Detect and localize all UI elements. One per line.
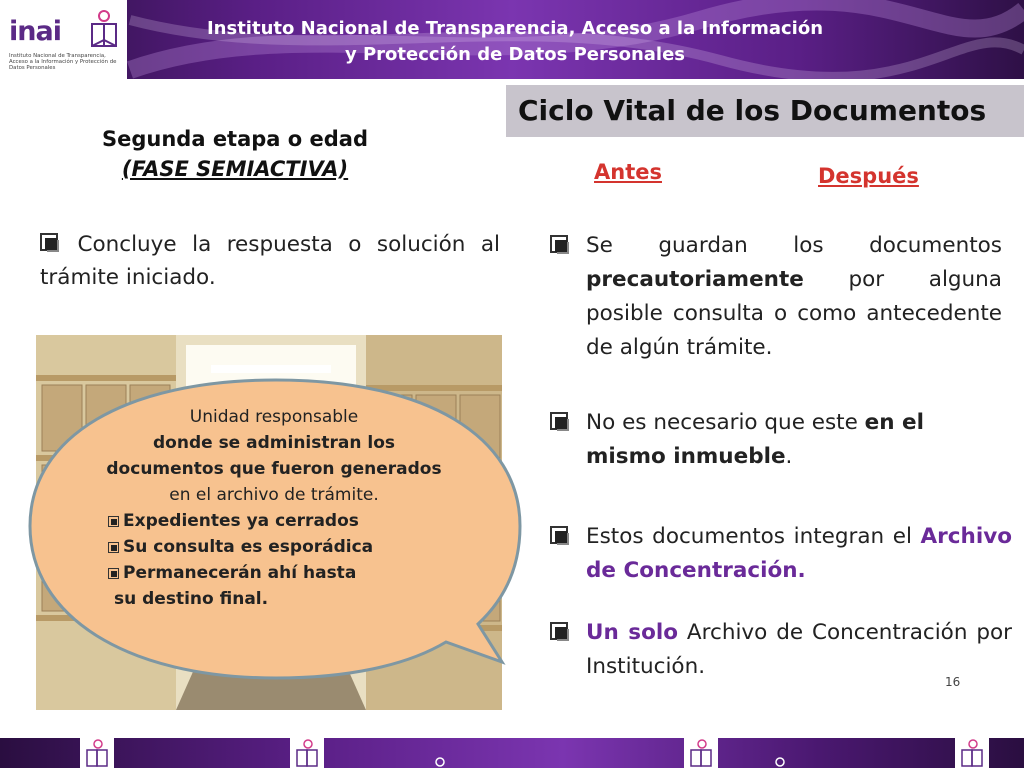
label-antes: Antes — [594, 160, 662, 184]
bubble-list-item — [108, 560, 452, 586]
footer-logo-icon — [684, 738, 718, 768]
logo-person-book-icon — [84, 10, 120, 50]
left-bullet — [40, 228, 500, 294]
bubble-line1: Unidad responsable — [189, 407, 359, 427]
bubble-line2-rest: en el archivo de trámite. — [169, 485, 379, 505]
bubble-list — [108, 508, 452, 612]
right-bullet-2-text: No es necesario que este en el mismo inmueble. — [586, 410, 924, 469]
footer-dot-icon — [776, 758, 784, 766]
checkbox-bullet-icon — [40, 233, 58, 251]
checkbox-bullet-icon — [108, 542, 119, 553]
bubble-item-text: Expedientes ya cerrados — [123, 511, 359, 531]
bubble-list-item — [108, 534, 452, 560]
header-banner — [0, 0, 1024, 79]
bubble-list-item — [108, 508, 452, 534]
stage-subtitle: (FASE SEMIACTIVA) — [121, 157, 349, 181]
checkbox-bullet-icon — [550, 412, 568, 430]
right-bullet-2 — [550, 406, 990, 474]
bubble-line2-bold: donde se administran los documentos que fueron generados — [106, 433, 442, 479]
header-title-line1: Instituto Nacional de Transparencia, Acceso a la Información — [206, 18, 824, 39]
bubble-item-text: su destino final. — [114, 589, 269, 609]
right-bullet-1 — [550, 229, 1002, 365]
slide-title: Ciclo Vital de los Documentos — [518, 94, 987, 127]
header-title — [190, 16, 840, 68]
inai-logo — [0, 0, 127, 79]
logo-wordmark: inai — [9, 16, 61, 47]
header-title-line2: y Protección de Datos Personales — [344, 44, 685, 65]
right-bullet-3 — [550, 520, 1012, 588]
footer-logos — [0, 738, 1024, 768]
left-bullet-text: Concluye la respuesta o solución al trámite iniciado. — [40, 232, 501, 290]
label-despues: Después — [818, 164, 919, 188]
logo-subtitle: Instituto Nacional de Transparencia, Acceso a la Información y Protección de Datos Personales — [9, 53, 117, 71]
checkbox-bullet-icon — [550, 622, 568, 640]
bubble-content — [96, 404, 452, 612]
page-number: 16 — [945, 675, 961, 689]
bubble-item-text: Su consulta es esporádica — [123, 537, 374, 557]
checkbox-bullet-icon — [108, 516, 119, 527]
checkbox-bullet-icon — [550, 526, 568, 544]
right-bullet-4 — [550, 616, 1012, 684]
checkbox-bullet-icon — [550, 235, 568, 253]
right-bullet-3-text: Estos documentos integran el Archivo de Concentración. — [586, 524, 1012, 583]
slide-title-band — [506, 85, 1024, 137]
footer-logo-icon — [80, 738, 114, 768]
bubble-line2 — [96, 430, 452, 508]
stage-title: Segunda etapa o edad — [102, 127, 368, 151]
bubble-item-text: Permanecerán ahí hasta — [123, 563, 357, 583]
footer-dot-icon — [436, 758, 444, 766]
checkbox-bullet-icon — [108, 568, 119, 579]
footer-logo-icon — [290, 738, 324, 768]
footer-logo-icon — [955, 738, 989, 768]
right-bullet-1-text: Se guardan los documentos precautoriamente por alguna posible consulta o como antecedente de algún trámite. — [586, 233, 1002, 360]
right-bullet-4-text: Un solo Archivo de Concentración por Institución. — [586, 620, 1012, 679]
stage-heading — [40, 124, 430, 184]
bubble-list-item — [108, 586, 452, 612]
